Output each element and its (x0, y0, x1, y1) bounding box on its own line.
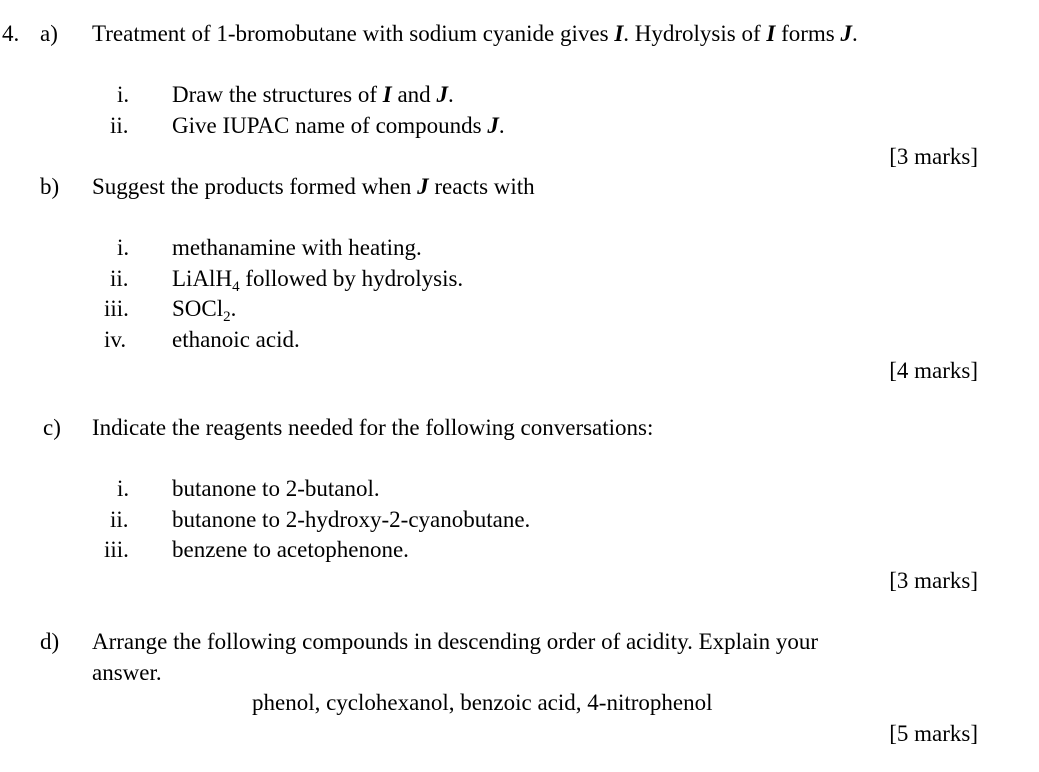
compound-i-label: I (614, 21, 624, 46)
part-c-item-number: ii. (110, 507, 129, 532)
item-text: followed by hydrolysis. (239, 266, 464, 291)
part-b-stem (92, 175, 535, 198)
part-a-item-number: ii. (110, 113, 129, 138)
item-text: and (391, 82, 437, 107)
compound-j-label: J (436, 82, 448, 107)
part-d-stem-line-2: answer. (92, 660, 162, 685)
formula-subscript: 4 (232, 279, 240, 295)
part-a-item (172, 83, 454, 106)
part-c-item-number: i. (117, 476, 130, 501)
compound-j-label: J (417, 174, 429, 199)
part-a-stem-text-2: . Hydrolysis of (623, 21, 767, 46)
part-b-stem-text-2: reacts with (428, 174, 535, 199)
formula-text: SOCl (172, 296, 224, 321)
compound-i-label: I (382, 82, 392, 107)
part-b-item (172, 296, 237, 325)
part-b-item-number: i. (117, 235, 130, 260)
compound-j-label: J (840, 21, 853, 46)
part-b-item-number: ii. (110, 266, 129, 291)
part-d-compounds: phenol, cyclohexanol, benzoic acid, 4-nitrophenol (252, 690, 713, 715)
part-a-stem-text-3: forms (775, 21, 841, 46)
part-a-stem-text-1: Treatment of 1-bromobutane with sodium cyanide gives (92, 21, 615, 46)
item-text: . (447, 82, 454, 107)
part-b-item: ethanoic acid. (172, 327, 300, 352)
part-a-item-number: i. (117, 82, 130, 107)
part-a-stem-text-4: . (852, 21, 858, 46)
part-b-stem-text-1: Suggest the products formed when (92, 174, 418, 199)
part-d-stem-line-1: Arrange the following compounds in descending order of acidity. Explain your (92, 629, 819, 654)
part-c-item-number: iii. (104, 537, 129, 562)
part-c-stem: Indicate the reagents needed for the following conversations: (92, 415, 654, 440)
part-a-stem (92, 22, 858, 45)
question-number: 4. (2, 21, 20, 46)
compound-j-label: J (487, 113, 499, 138)
item-text: . (498, 113, 505, 138)
formula-text: LiAlH (172, 266, 233, 291)
part-a-item (172, 114, 505, 137)
part-c-marks: [3 marks] (889, 568, 978, 593)
part-c-item: benzene to acetophenone. (172, 537, 409, 562)
item-text: Draw the structures of (172, 82, 383, 107)
part-b-item-number: iv. (104, 327, 127, 352)
part-c-item: butanone to 2-butanol. (172, 476, 380, 501)
part-b-item (172, 266, 464, 295)
item-text: . (230, 296, 237, 321)
formula-subscript: 2 (223, 309, 231, 325)
part-b-marks: [4 marks] (889, 358, 978, 383)
part-c-label: c) (43, 415, 61, 440)
part-c-item: butanone to 2-hydroxy-2-cyanobutane. (172, 507, 531, 532)
part-b-item: methanamine with heating. (172, 235, 422, 260)
part-a-label: a) (40, 21, 58, 46)
item-text: Give IUPAC name of compounds (172, 113, 488, 138)
part-d-label: d) (40, 629, 60, 654)
part-b-label: b) (40, 174, 60, 199)
part-a-marks: [3 marks] (889, 144, 978, 169)
compound-i-label: I (766, 21, 776, 46)
part-b-item-number: iii. (104, 296, 129, 321)
part-d-marks: [5 marks] (889, 721, 978, 746)
